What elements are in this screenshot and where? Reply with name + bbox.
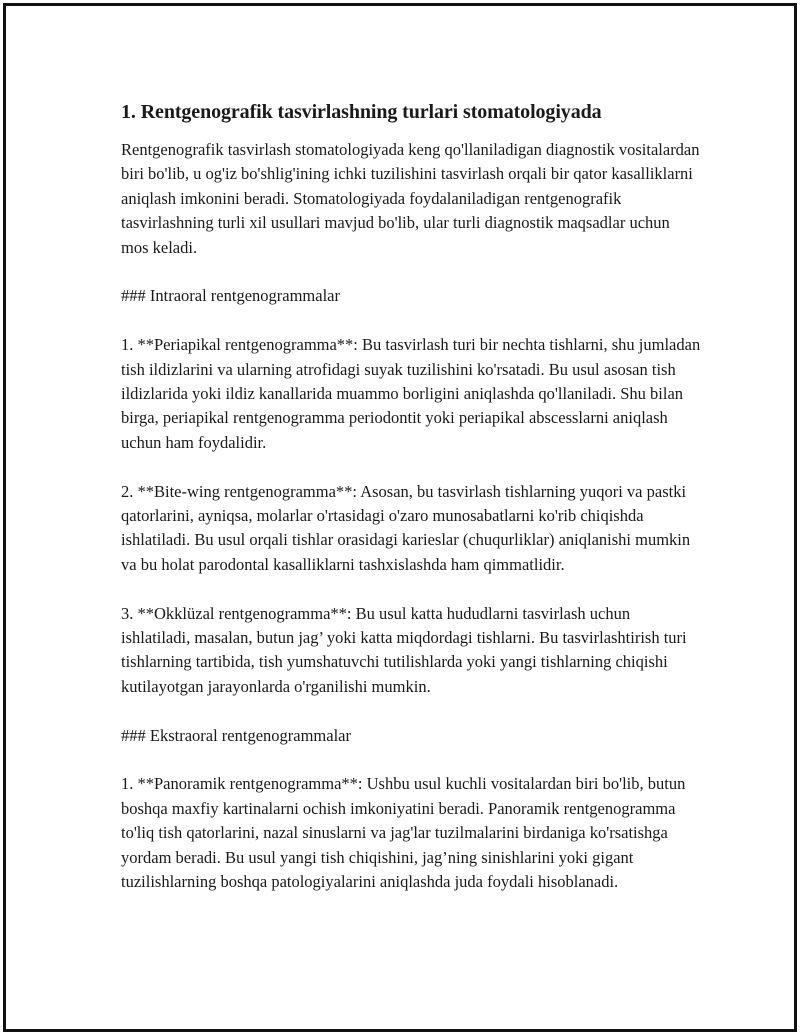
list-item-periapikal: 1. **Periapikal rentgenogramma**: Bu tasvirlash turi bir nechta tishlarni, shu jumladan tish ildizlarini va ularning atrofidagi suyak tuzilishini ko'rsatadi. Bu usul asosan tish ildizlarida yoki ildiz kanallarida muammo borligini aniqlashda qo'llaniladi. Shu bilan birga, periapikal rentgenogramma periodontit yoki periapikal abscesslarni aniqlash uchun ham foydalidir. bbox=[121, 335, 701, 452]
list-item-bite-wing: 2. **Bite-wing rentgenogramma**: Asosan, bu tasvirlash tishlarning yuqori va pastki qatorlarini, ayniqsa, molarlar o'rtasidagi o'zaro munosabatlarni ko'rib chiqishda ishlatiladi. Bu usul orqali tishlar orasidagi karieslar (chuqurliklar) aniqlanishi mumkin va bu holat parodontal kasalliklarni tashxislashda ham qimmatlidir. bbox=[121, 481, 691, 574]
list-item-okkluzal: 3. **Okklüzal rentgenogramma**: Bu usul katta hududlarni tasvirlash uchun ishlatiladi, masalan, butun jag’ yoki katta miqdordagi tishlarni. Bu tasvirlashtirish turi tishlarning tartibida, tish yumshatuvchi tutilishlarda yoki yangi tishlarning chiqishi kutilayotgan jarayonlarda o'rganilishi mumkin. bbox=[121, 603, 687, 696]
section-heading-intraoral: ### Intraoral rentgenogrammalar bbox=[121, 286, 340, 306]
section-heading-ekstraoral: ### Ekstraoral rentgenogrammalar bbox=[121, 725, 351, 745]
list-item-panoramik: 1. **Panoramik rentgenogramma**: Ushbu usul kuchli vositalardan biri bo'lib, butun boshqa maxfiy kartinalarni ochish imkoniyatini beradi. Panoramik rentgenogramma to'liq tish qatorlarini, nazal sinuslarni va jag'lar tuzilmalarini birdaniga ko'rsatishga yordam beradi. Bu usul yangi tish chiqishini, jag’ning sinishlarini yoki gigant tuzilishlarning boshqa patologiyalarini aniqlashda juda foydali hisoblanadi. bbox=[121, 774, 686, 892]
page-frame bbox=[3, 3, 797, 1032]
document-title: 1. Rentgenografik tasvirlashning turlari stomatologiyada bbox=[121, 101, 602, 123]
intro-paragraph: Rentgenografik tasvirlash stomatologiyada keng qo'llaniladigan diagnostik vositalardan biri bo'lib, u og'iz bo'shlig'ining ichki tuzilishini tasvirlash orqali bir qator kasalliklarni aniqlash imkonini beradi. Stomatologiyada foydalaniladigan rentgenografik tasvirlashning turli xil usullari mavjud bo'lib, ular turli diagnostik maqsadlar uchun mos keladi. bbox=[121, 140, 700, 257]
document-body bbox=[121, 98, 701, 895]
